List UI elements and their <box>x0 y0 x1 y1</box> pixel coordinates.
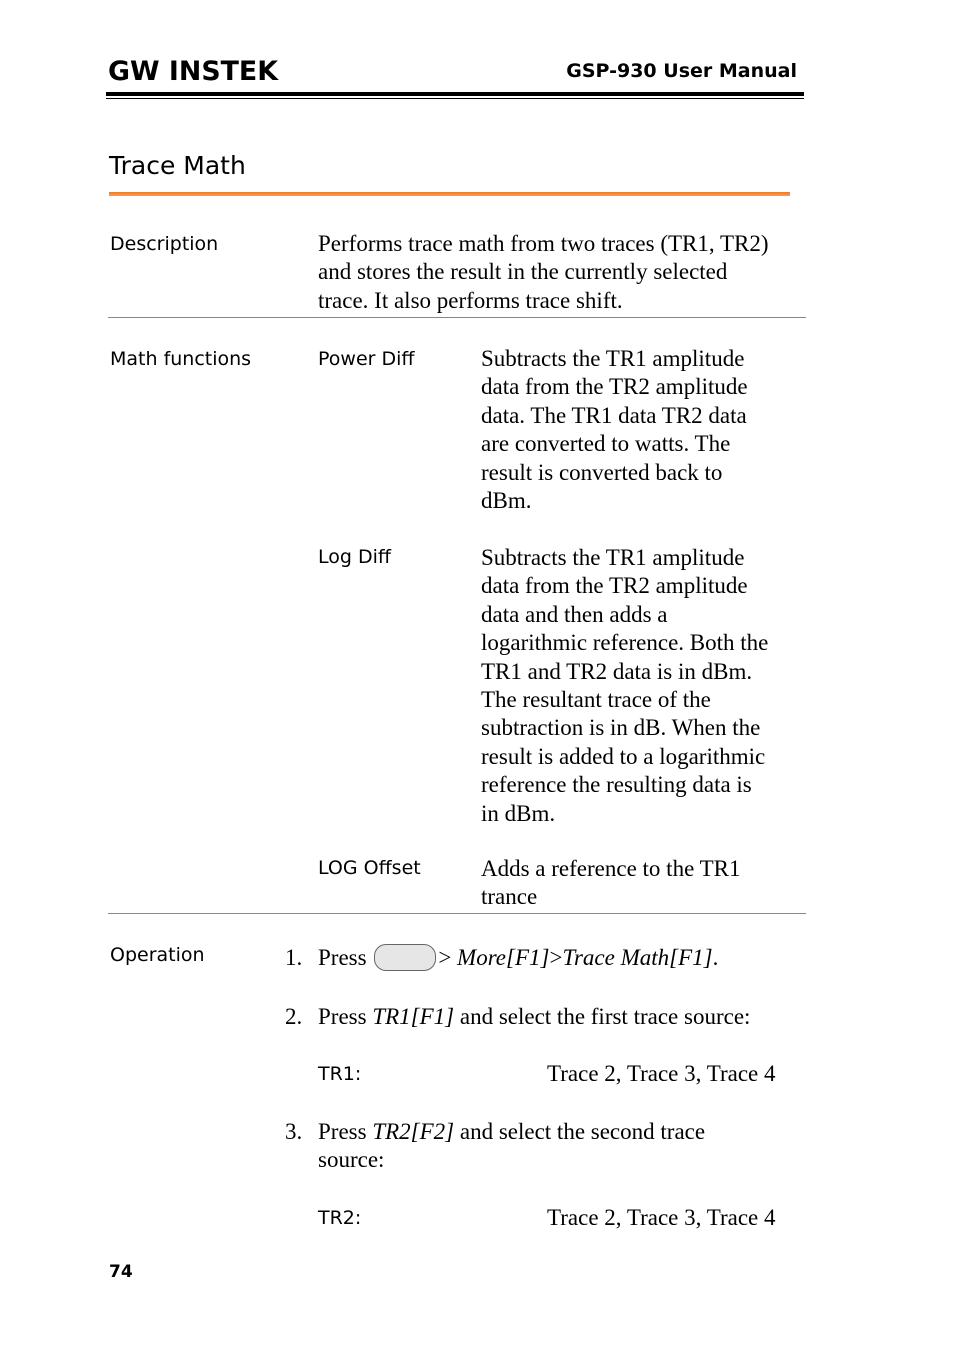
text-line: Adds a reference to the TR1 <box>481 856 741 881</box>
log-diff-description <box>481 544 768 828</box>
description-line: and stores the result in the currently selected <box>318 259 728 285</box>
separator: > <box>438 945 452 970</box>
text-line: result is added to a logarithmic <box>481 743 766 769</box>
step-2-rest: and select the first trace source: <box>459 1004 751 1029</box>
step-number: 3. <box>285 1119 303 1144</box>
step-3-rest: and select the second trace <box>459 1119 706 1144</box>
text-line: logarithmic reference. Both the <box>481 630 769 656</box>
step-1-text <box>318 944 718 972</box>
step-number: 2. <box>285 1004 303 1029</box>
separator: > <box>549 945 563 970</box>
text-line: trance <box>481 884 538 910</box>
text-line: are converted to watts. The <box>481 431 731 457</box>
page-number: 74 <box>109 1262 133 1282</box>
tr1-param-values: Trace 2, Trace 3, Trace 4 <box>547 1061 776 1086</box>
header-rule <box>106 92 804 96</box>
tr2-param-label: TR2: <box>318 1207 362 1229</box>
text-line: TR1 and TR2 data is in dBm. <box>481 658 753 684</box>
power-diff-name: Power Diff <box>318 348 415 370</box>
tr2-softkey: TR2[F2] <box>372 1119 455 1144</box>
text-line: dBm. <box>481 488 532 514</box>
tr1-param-label: TR1: <box>318 1063 362 1085</box>
description-line: trace. It also performs trace shift. <box>318 287 623 313</box>
step-2-text <box>318 1003 750 1031</box>
description-label: Description <box>110 233 219 255</box>
power-diff-description <box>481 345 748 515</box>
section-underline <box>109 192 790 196</box>
trace-math-softkey: Trace Math[F1] <box>562 945 713 970</box>
text-line: reference the resulting data is <box>481 772 752 798</box>
row-divider <box>108 913 806 914</box>
text-line: data. The TR1 data TR2 data <box>481 402 747 428</box>
row-divider <box>108 317 806 318</box>
more-softkey: More[F1] <box>457 945 550 970</box>
text-line: result is converted back to <box>481 459 723 485</box>
svg-text:GW INSTEK: GW INSTEK <box>108 56 280 85</box>
period: . <box>712 945 719 970</box>
log-offset-description <box>481 855 741 912</box>
section-title: Trace Math <box>109 151 246 180</box>
text-line: data from the TR2 amplitude <box>481 573 748 599</box>
log-diff-name: Log Diff <box>318 546 391 568</box>
step-3-text <box>318 1118 705 1175</box>
press-word: Press <box>318 945 367 970</box>
menu-key-icon <box>374 944 436 971</box>
tr2-param-values: Trace 2, Trace 3, Trace 4 <box>547 1205 776 1230</box>
text-line: Subtracts the TR1 amplitude <box>481 545 745 570</box>
text-line: in dBm. <box>481 800 556 826</box>
math-functions-label: Math functions <box>110 348 252 370</box>
step-number: 1. <box>285 945 303 970</box>
step-3-line2: source: <box>318 1147 385 1173</box>
text-line: subtraction is in dB. When the <box>481 715 761 741</box>
text-line: data and then adds a <box>481 601 668 627</box>
press-word: Press <box>318 1119 367 1144</box>
text-line: The resultant trace of the <box>481 687 711 713</box>
description-text <box>318 230 769 315</box>
gw-instek-logo <box>108 55 280 85</box>
operation-label: Operation <box>110 944 205 966</box>
press-word: Press <box>318 1004 367 1029</box>
description-line: Performs trace math from two traces (TR1, TR2) <box>318 231 769 256</box>
text-line: data from the TR2 amplitude <box>481 374 748 400</box>
text-line: Subtracts the TR1 amplitude <box>481 346 745 371</box>
manual-title: GSP-930 User Manual <box>566 60 797 82</box>
tr1-softkey: TR1[F1] <box>372 1004 455 1029</box>
log-offset-name: LOG Offset <box>318 857 421 879</box>
header-rule-thin <box>106 98 804 99</box>
